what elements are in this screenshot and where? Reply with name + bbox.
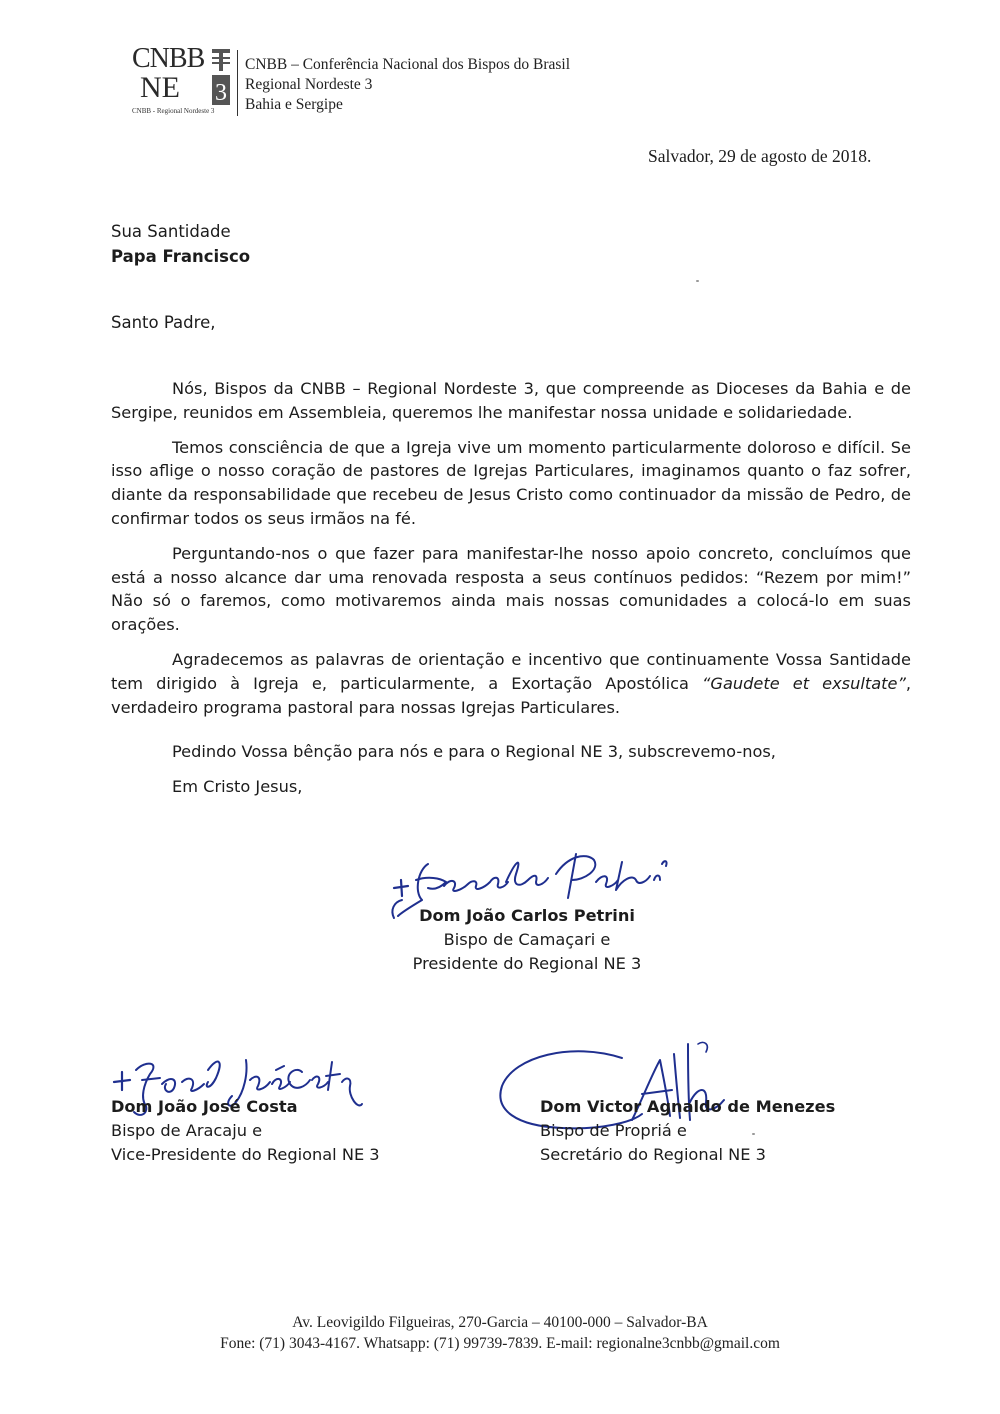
cnbb-ne3-logo <box>132 45 234 123</box>
signatory-role: Bispo de Camaçari e <box>443 930 611 949</box>
footer-address: Av. Leovigildo Filgueiras, 270-Garcia – 40100-000 – Salvador-BA <box>292 1314 708 1331</box>
letterhead-line-2: Regional Nordeste 3 <box>245 76 373 93</box>
closing-line-1: Pedindo Vossa bênção para nós e para o Regional NE 3, subscrevemo-nos, <box>172 742 776 761</box>
signatory-role: Presidente do Regional NE 3 <box>412 954 642 973</box>
signatory-role: Bispo de Propriá e <box>540 1121 687 1140</box>
signatory-name: Dom João José Costa <box>111 1097 298 1116</box>
signatory-menezes <box>540 1095 835 1167</box>
signatory-petrini <box>407 904 647 976</box>
cross-icon <box>210 49 232 105</box>
signatory-role: Vice-Presidente do Regional NE 3 <box>111 1145 380 1164</box>
closing-line-2: Em Cristo Jesus, <box>172 777 303 796</box>
letter-body <box>111 377 911 730</box>
signatory-role: Secretário do Regional NE 3 <box>540 1145 766 1164</box>
date-line: Salvador, 29 de agosto de 2018. <box>648 146 872 166</box>
addressee <box>111 219 250 269</box>
signatory-name: Dom João Carlos Petrini <box>419 906 635 925</box>
signatory-costa <box>111 1095 380 1167</box>
footer <box>0 1312 1000 1354</box>
letterhead-line-3: Bahia e Sergipe <box>245 96 343 113</box>
exhortation-title: “Gaudete et exsultate” <box>702 673 906 693</box>
letterhead-text <box>245 55 570 115</box>
letterhead-divider <box>237 50 238 116</box>
salutation: Santo Padre, <box>111 313 216 332</box>
paragraph-2: Temos consciência de que a Igreja vive um momento particularmente doloroso e difícil. Se isso aflige o nosso coração de pastores de Igrejas Particulares, imaginamos quanto o faz sofrer, diante da responsabilidade que recebeu de Jesus Cristo como continuador da missão de Pedro, de confirmar todos os seus irmãos na fé. <box>111 437 911 528</box>
addressee-title: Sua Santidade <box>111 222 231 241</box>
signatory-name: Dom Victor Agnaldo de Menezes <box>540 1097 836 1116</box>
paragraph-4-text: Agradecemos as palavras de orientação e incentivo que continuamente Vossa Santidade tem dirigido à Igreja e, particularmente, a Exortação Apostólica <box>111 649 911 693</box>
scan-speck <box>696 280 699 282</box>
logo-three-text: 3 <box>215 80 227 105</box>
paragraph-4 <box>111 648 911 719</box>
signatory-role: Bispo de Aracaju e <box>111 1121 263 1140</box>
logo-ne-text: NE <box>140 71 180 104</box>
footer-contact: Fone: (71) 3043-4167. Whatsapp: (71) 99739-7839. E-mail: regionalne3cnbb@gmail.com <box>220 1335 780 1352</box>
logo-subtext: CNBB - Regional Nordeste 3 <box>132 107 215 115</box>
letterhead-line-1: CNBB – Conferência Nacional dos Bispos do Brasil <box>245 56 571 73</box>
paragraph-4-end: , verdadeiro programa pastoral para nossas Igrejas Particulares. <box>111 673 911 717</box>
addressee-name: Papa Francisco <box>111 247 251 266</box>
paragraph-1: Nós, Bispos da CNBB – Regional Nordeste 3, que compreende as Dioceses da Bahia e de Sergipe, reunidos em Assembleia, queremos lhe manifestar nossa unidade e solidariedade. <box>111 379 911 422</box>
scan-speck <box>752 1133 755 1135</box>
paragraph-3: Perguntando-nos o que fazer para manifestar-lhe nosso apoio concreto, concluímos que está a nosso alcance dar uma renovada resposta a seus contínuos pedidos: “Rezem por mim!” Não só o faremos, como motivaremos ainda mais nossas comunidades a colocá-lo em suas orações. <box>111 543 911 635</box>
logo-cnbb-text: CNBB <box>132 43 205 74</box>
